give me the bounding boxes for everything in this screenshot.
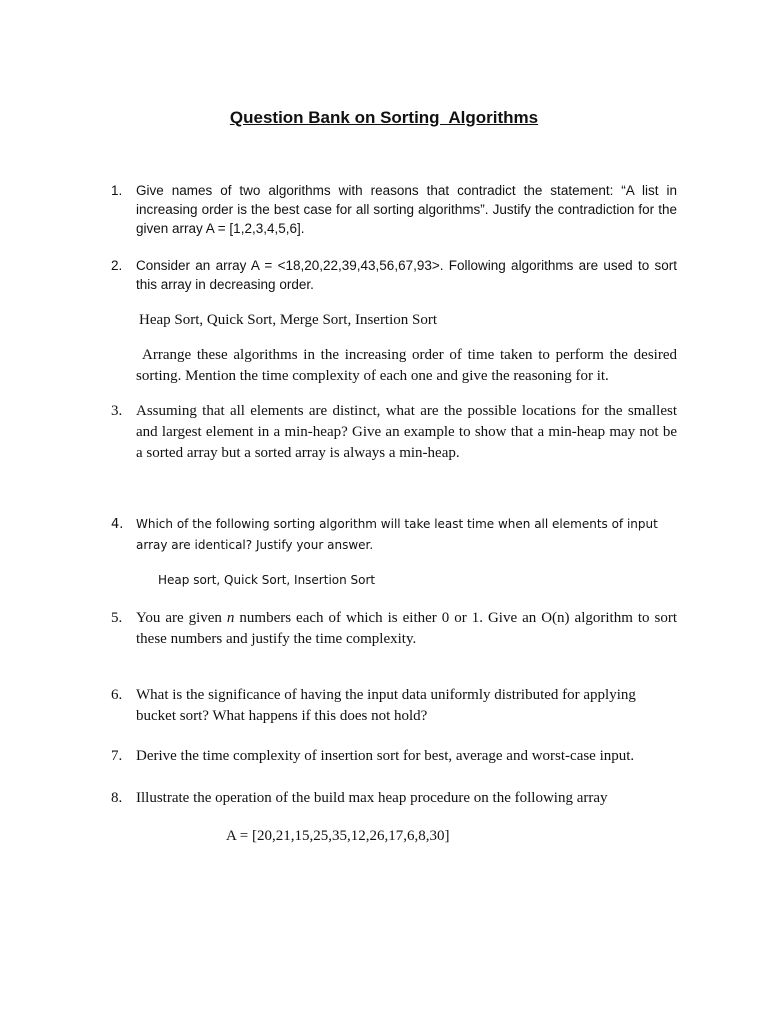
question-4-algorithm-list: Heap sort, Quick Sort, Insertion Sort [158, 573, 376, 587]
question-8-array: A = [20,21,15,25,35,12,26,17,6,8,30] [226, 828, 450, 844]
question-text [136, 608, 677, 650]
question-number: 6. [111, 687, 123, 703]
question-number: 2. [111, 258, 123, 273]
question-2-algorithm-list: Heap Sort, Quick Sort, Merge Sort, Insertion Sort [139, 312, 438, 328]
question-5 [111, 608, 677, 650]
question-text: Which of the following sorting algorithm will take least time when all elements of input array are identical? Justify your answer. [136, 517, 658, 552]
question-number: 7. [111, 748, 123, 764]
question-2-followup [111, 345, 677, 387]
question-6 [111, 685, 677, 727]
question-number: 4. [111, 517, 124, 532]
question-text: Give names of two algorithms with reasons that contradict the statement: “A list in increasing order is the best case for all sorting algorithms”. Justify the contradiction for the given array A = [1,2,3,4,5,6]. [136, 183, 677, 236]
question-text: What is the significance of having the input data uniformly distributed for applying bucket sort? What happens if this does not hold? [136, 687, 636, 724]
question-text-part: numbers each of which is either 0 or 1. Give an O(n) algorithm to sort these numbers and justify the time complexity. [136, 610, 677, 647]
question-1 [111, 181, 677, 238]
question-number: 5. [111, 610, 123, 626]
question-number: 3. [111, 403, 123, 419]
question-text: Consider an array A = <18,20,22,39,43,56,67,93>. Following algorithms are used to sort this array in decreasing order. [136, 258, 677, 292]
question-3 [111, 401, 677, 464]
question-8 [111, 788, 677, 809]
question-number: 8. [111, 790, 123, 806]
question-text: Assuming that all elements are distinct, what are the possible locations for the smallest and largest element in a min-heap? Give an example to show that a min-heap may not be a sorted array but a sorted array is always a min-heap. [136, 403, 677, 461]
variable-n: n [226, 610, 235, 626]
question-7 [111, 746, 677, 767]
question-4 [111, 514, 677, 556]
page-title: Question Bank on Sorting Algorithms [229, 108, 539, 127]
question-text-part: You are given [136, 610, 227, 626]
question-text: Arrange these algorithms in the increasing order of time taken to perform the desired sorting. Mention the time complexity of each one and give the reasoning for it. [136, 347, 677, 384]
question-text: Derive the time complexity of insertion sort for best, average and worst-case input. [136, 748, 635, 764]
question-number: 1. [111, 183, 123, 198]
question-text: Illustrate the operation of the build max heap procedure on the following array [136, 790, 608, 806]
question-2 [111, 256, 677, 294]
